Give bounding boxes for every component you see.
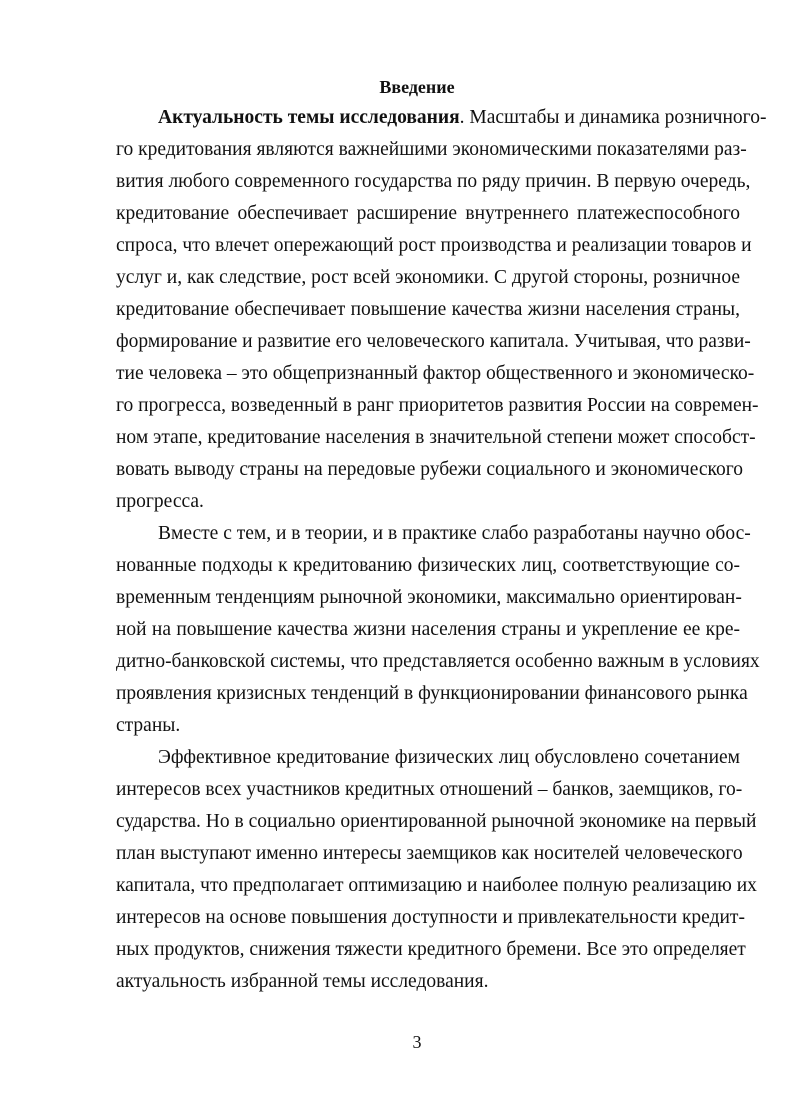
page-title: Введение <box>379 77 455 97</box>
paragraph-2-line-1: Вместе с тем, и в теории, и в практике слабо разработаны научно обос- <box>158 523 751 544</box>
paragraph-1-line-11: ном этапе, кредитование населения в значительной степени может способст- <box>116 427 756 448</box>
paragraph-2-line-3: временным тенденциям рыночной экономики, максимально ориентирован- <box>116 587 742 608</box>
paragraph-2-line-5: дитно-банковской системы, что представляется особенно важным в условиях <box>116 651 760 672</box>
paragraph-2-line-4: ной на повышение качества жизни населения страны и укрепление ее кре- <box>116 619 740 640</box>
paragraph-1-line-9: тие человека – это общепризнанный фактор общественного и экономическо- <box>116 363 755 384</box>
paragraph-1-line-10: го прогресса, возведенный в ранг приоритетов развития России на современ- <box>116 395 759 416</box>
paragraph-1-line-2: го кредитования являются важнейшими экономическими показателями раз- <box>116 139 747 160</box>
paragraph-2-line-7: страны. <box>116 715 181 736</box>
paragraph-2-line-6: проявления кризисных тенденций в функционировании финансового рынка <box>116 683 748 704</box>
paragraph-3-line-7: ных продуктов, снижения тяжести кредитного бремени. Все это определяет <box>116 939 746 960</box>
paragraph-3-line-1: Эффективное кредитование физических лиц обусловлено сочетанием <box>158 747 740 768</box>
paragraph-1-line-1 <box>158 106 767 130</box>
paragraph-1-line-6: услуг и, как следствие, рост всей экономики. С другой стороны, розничное <box>116 267 740 288</box>
paragraph-3-line-8: актуальность избранной темы исследования. <box>116 971 489 992</box>
paragraph-1-line-4: кредитование обеспечивает расширение внутреннего платежеспособного <box>116 203 740 224</box>
paragraph-3-line-2: интересов всех участников кредитных отношений – банков, заемщиков, го- <box>116 779 743 800</box>
paragraph-3-line-3: сударства. Но в социально ориентированной рыночной экономике на первый <box>116 811 757 832</box>
page-number: 3 <box>412 1032 422 1052</box>
paragraph-1-line-12: вовать выводу страны на передовые рубежи социального и экономического <box>116 459 744 480</box>
paragraph-1-line-3: вития любого современного государства по ряду причин. В первую очередь, <box>116 171 751 192</box>
line-text: . Масштабы и динамика розничного- <box>459 107 767 128</box>
paragraph-3-line-5: капитала, что предполагает оптимизацию и наиболее полную реализацию их <box>116 875 757 896</box>
paragraph-1-line-8: формирование и развитие его человеческого капитала. Учитывая, что разви- <box>116 331 751 352</box>
paragraph-2-line-2: нованные подходы к кредитованию физических лиц, соответствующие со- <box>116 555 740 576</box>
paragraph-1-line-13: прогресса. <box>116 491 204 512</box>
paragraph-3-line-4: план выступают именно интересы заемщиков как носителей человеческого <box>116 843 743 864</box>
paragraph-3-line-6: интересов на основе повышения доступности и привлекательности кредит- <box>116 907 745 928</box>
paragraph-1-line-7: кредитование обеспечивает повышение качества жизни населения страны, <box>116 299 740 320</box>
paragraph-1-line-5: спроса, что влечет опережающий рост производства и реализации товаров и <box>116 235 752 256</box>
lead-bold-text: Актуальность темы исследования <box>158 107 460 128</box>
